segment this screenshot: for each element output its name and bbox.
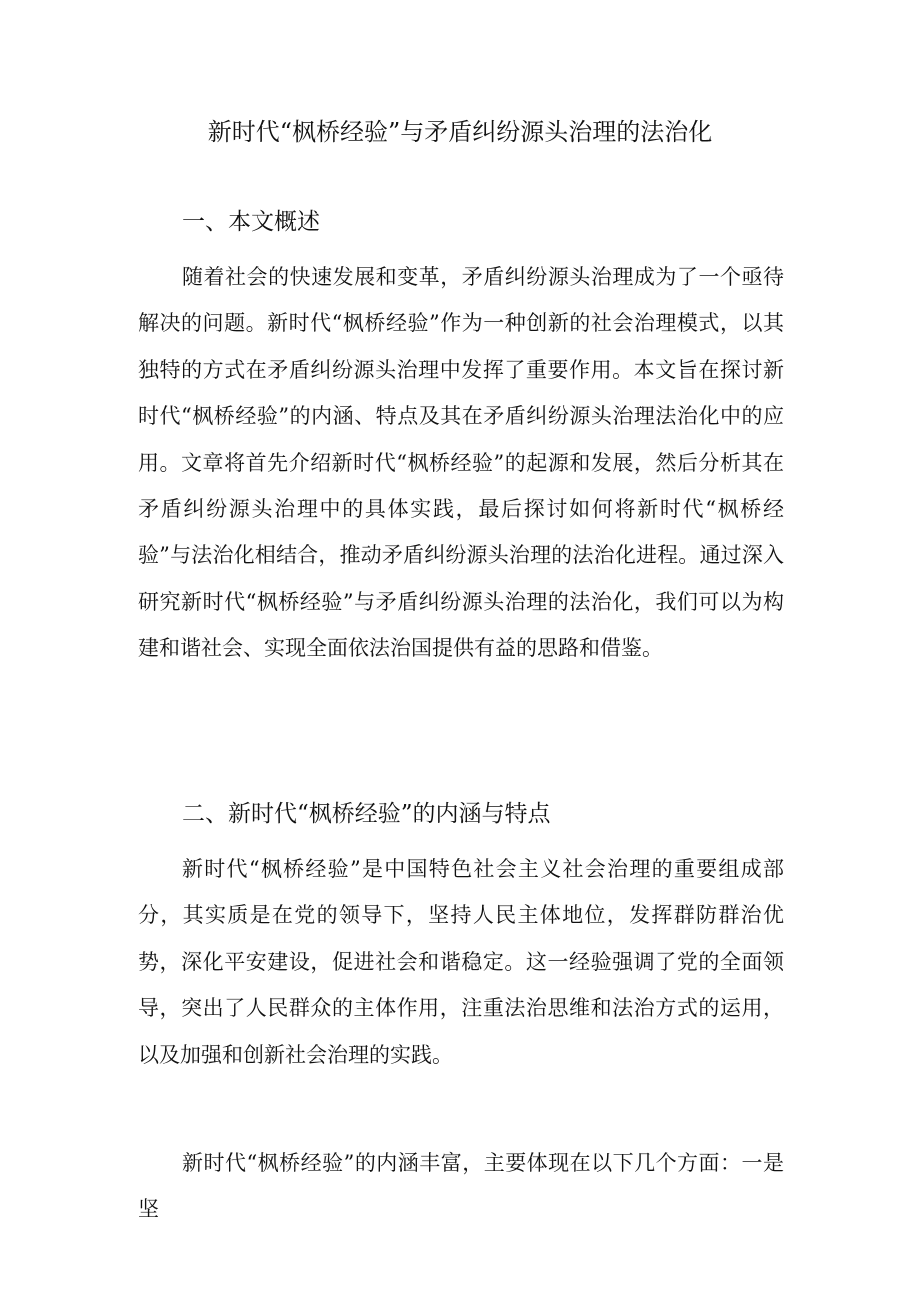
section-heading-overview: 一、本文概述 bbox=[182, 209, 320, 235]
paragraph-connotation-2: 新时代“枫桥经验”的内涵丰富，主要体现在以下几个方面：一是坚 bbox=[138, 1151, 784, 1222]
section-heading-connotation: 二、新时代“枫桥经验”的内涵与特点 bbox=[182, 801, 551, 827]
paragraph-connotation-1: 新时代“枫桥经验”是中国特色社会主义社会治理的重要组成部分，其实质是在党的领导下，坚持人民主体地位，发挥群防群治优势，深化平安建设，促进社会和谐稳定。这一经验强调了党的全面领导，突出了人民群众的主体作用，注重法治思维和法治方式的运用，以及加强和创新社会治理的实践。 bbox=[138, 857, 784, 1067]
document-title: 新时代“枫桥经验”与矛盾纠纷源头治理的法治化 bbox=[207, 118, 713, 146]
paragraph-overview: 随着社会的快速发展和变革，矛盾纠纷源头治理成为了一个亟待解决的问题。新时代“枫桥经验”作为一种创新的社会治理模式，以其独特的方式在矛盾纠纷源头治理中发挥了重要作用。本文旨在探讨新时代“枫桥经验”的内涵、特点及其在矛盾纠纷源头治理法治化中的应用。文章将首先介绍新时代“枫桥经验”的起源和发展，然后分析其在矛盾纠纷源头治理中的具体实践，最后探讨如何将新时代“枫桥经验”与法治化相结合，推动矛盾纠纷源头治理的法治化进程。通过深入研究新时代“枫桥经验”与矛盾纠纷源头治理的法治化，我们可以为构建和谐社会、实现全面依法治国提供有益的思路和借鉴。 bbox=[138, 265, 784, 661]
